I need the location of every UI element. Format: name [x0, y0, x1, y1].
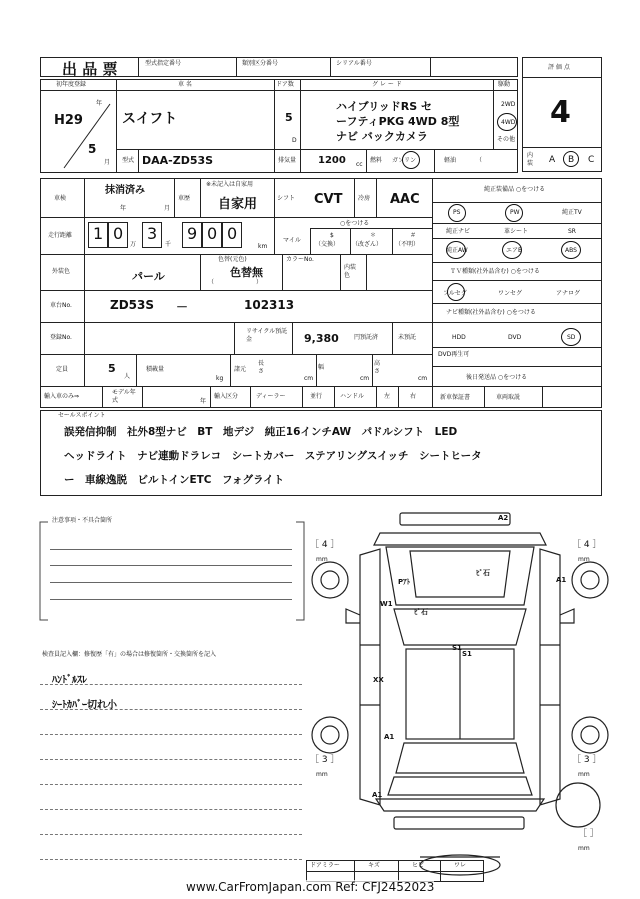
handwritten-2: ｼｰﾄｶﾊﾞｰ切れ小	[52, 700, 117, 711]
grade-label: グ レ ー ド	[372, 81, 402, 88]
load-unit: kg	[216, 375, 224, 382]
recycle-unit: 円預託済	[354, 334, 379, 341]
aftermarket-header: 後日発送品 ○をつける	[466, 374, 528, 381]
doc-warranty: 新車保証書	[440, 394, 471, 401]
displacement-label: 排気量	[278, 157, 297, 164]
tread-fl: ［ 4 ］	[310, 540, 340, 550]
equip-airbag-circle	[502, 241, 522, 259]
notes-label: 注意事項・不具合箇所	[52, 517, 113, 524]
mark-s1-a: S1	[452, 644, 462, 652]
ac-value: AAC	[390, 192, 420, 207]
fuel-diesel: 軽油	[444, 157, 457, 164]
inspection-year-unit: 年	[120, 205, 127, 212]
chassis-dash: －	[176, 300, 189, 314]
interior-label: 内装	[527, 152, 534, 167]
displacement-unit: cc	[356, 161, 363, 168]
equip-sr: SR	[568, 228, 576, 235]
drive-4wd-circle	[497, 113, 517, 131]
capacity-value: 5	[108, 362, 116, 375]
mileage-label: 走行距離	[48, 232, 73, 239]
mileage-digit-3-text: 3	[147, 224, 158, 243]
tread-rl-mm: mm	[316, 771, 328, 778]
import-year-unit: 年	[200, 398, 207, 405]
tv-analog: アナログ	[556, 290, 581, 297]
sales-line-2: ヘッドライト ナビ連動ドラレコ シートカバー ステアリングスイッチ シートヒータ	[64, 450, 482, 462]
chassis-prefix: ZD53S	[110, 298, 155, 312]
header-field-2: 類別区分番号	[242, 60, 279, 67]
capacity-label: 定員	[56, 366, 69, 373]
dims-height: 高さ	[374, 360, 381, 375]
nav-hdd: HDD	[452, 334, 466, 341]
tv-fullseg-circle	[447, 283, 465, 301]
mark-s1-b: S1	[462, 650, 472, 658]
nav-dvd: DVD	[508, 334, 522, 341]
mark-a2: A2	[498, 514, 509, 522]
interior-b: B	[568, 155, 575, 165]
tread-rl: ［ 3 ］	[310, 755, 340, 765]
inspection-value: 抹消済み	[105, 185, 145, 196]
recycle-label: リサイクル預託金	[246, 328, 288, 343]
legend-mirror: ドアミラー	[310, 862, 340, 869]
equip-ps-circle	[448, 204, 466, 222]
model-value: DAA-ZD53S	[142, 154, 214, 167]
equip-abs-circle	[561, 241, 581, 259]
equip-airbag: エアB	[506, 247, 523, 254]
equip-tv: 純正TV	[562, 209, 582, 216]
tread-fr-mm: mm	[578, 556, 590, 563]
first-reg-label: 初年度登録	[56, 81, 87, 88]
mileage-mark-header: ○をつける	[340, 220, 370, 227]
import-right: 右	[410, 393, 417, 400]
sales-points-label: セールスポイント	[58, 412, 106, 419]
usage-label: 車歴	[178, 195, 191, 202]
grade-line-2: ーフティPKG 4WD 8型	[336, 115, 460, 128]
mark-a1-fr: A1	[556, 576, 567, 584]
nav-dvd-playback: DVD再生可	[438, 351, 470, 358]
dims-height-cm: cm	[418, 375, 428, 382]
car-name-label: 車 名	[178, 81, 192, 88]
color-no-label: カラーNo.	[286, 256, 314, 263]
equip-aw-circle	[446, 241, 466, 259]
doors-value: 5	[285, 111, 293, 124]
grade-line-1: ハイブリッドRS セ	[336, 100, 433, 113]
tread-rr: ［ 3 ］	[572, 755, 602, 765]
sales-line-3: ー 車線逸脱 ビルトインETC フォグライト	[64, 474, 285, 486]
interior-c: C	[588, 155, 595, 165]
car-diagram	[310, 505, 610, 895]
nav-header: ナビ種類(社外品含む) ○をつける	[446, 309, 536, 316]
mileage-digit-6-text: 0	[227, 224, 238, 243]
usage-sub: ※未記入は自家用	[206, 181, 254, 188]
import-handle: ハンドル	[340, 393, 365, 400]
legend-scratch: キズ	[368, 862, 380, 869]
mileage-unit-km: km	[258, 243, 268, 250]
equip-pw: PW	[510, 209, 520, 216]
color-value: パール	[132, 270, 165, 283]
mileage-opt-exchange: （交換）	[315, 241, 340, 248]
fuel-circle	[402, 151, 420, 169]
mark-a1-rl: A1	[384, 733, 395, 741]
watermark: www.CarFromJapan.com Ref: CFJ2452023	[186, 880, 435, 894]
load-label: 積載量	[146, 366, 165, 373]
mileage-digit-4-text: 9	[187, 224, 198, 243]
score-label: 評 価 点	[548, 64, 570, 71]
drive-label: 駆動	[498, 81, 511, 88]
score-value: 4	[550, 95, 571, 130]
dims-width: 幅	[318, 364, 325, 371]
drive-other: その他	[497, 136, 516, 143]
doors-label: ドア数	[276, 81, 294, 88]
nav-sd-circle	[561, 328, 581, 346]
legend-crack: ヒビ	[412, 862, 425, 869]
chassis-label: 車台No.	[50, 302, 72, 309]
tread-spare-mm: mm	[578, 845, 590, 852]
tv-oneseg: ワンセグ	[498, 290, 523, 297]
page-title: 出 品 票	[62, 60, 118, 78]
equip-aw: 純正AW	[446, 247, 468, 254]
doors-unit: D	[292, 137, 297, 144]
first-reg-month: 5	[88, 142, 97, 156]
car-name: スイフト	[122, 111, 178, 127]
mileage-digit-2-text: 0	[113, 224, 124, 243]
usage-value: 自家用	[218, 197, 258, 212]
mark-pato: Pｱﾄ	[398, 578, 411, 586]
first-reg-era: H29	[54, 113, 83, 128]
capacity-unit: 人	[124, 373, 131, 380]
chassis-number: 102313	[244, 298, 295, 312]
equipment-header: 純正装備品 ○をつける	[484, 186, 546, 193]
dims-width-cm: cm	[360, 375, 370, 382]
import-dealer: ディーラー	[256, 393, 286, 400]
mileage-opt-tamper-mark: ＊	[370, 232, 377, 239]
import-left: 左	[384, 393, 391, 400]
interior-b-circle	[563, 151, 579, 167]
drive-4wd: 4WD	[501, 119, 516, 126]
recycle-value: 9,380	[304, 332, 339, 345]
inspection-month-unit: 月	[164, 205, 171, 212]
mileage-unit-man: 万	[130, 241, 137, 248]
drive-2wd: 2WD	[501, 101, 516, 108]
mark-chip-glass: ﾋﾟ石	[414, 608, 428, 616]
header-field-3: シリアル番号	[336, 60, 372, 67]
inspection-label: 車検	[54, 195, 67, 202]
equip-pw-circle	[505, 204, 523, 222]
mark-a1-rear: A1	[372, 791, 383, 799]
interior-color-label: 内装色	[344, 264, 357, 279]
first-reg-month-unit: 月	[104, 159, 111, 166]
import-class-label: 輸入区分	[214, 393, 239, 400]
mileage-opt-tamper: （改ざん）	[352, 241, 383, 248]
equip-nav: 純正ナビ	[446, 228, 471, 235]
tread-spare: ［ ］	[578, 829, 599, 839]
equip-ps: PS	[453, 209, 461, 216]
recycle-unpaid: 未預託	[398, 334, 417, 341]
ac-label: 冷房	[358, 195, 371, 202]
repaint-paren: （ ）	[208, 279, 263, 286]
inspector-label: 検査員記入欄：修復歴「有」の場合は修復箇所・交換箇所を記入	[42, 651, 217, 658]
first-reg-year-unit: 年	[96, 100, 103, 107]
notes-bracket	[38, 520, 308, 624]
tread-fr: ［ 4 ］	[572, 540, 602, 550]
tread-rr-mm: mm	[578, 771, 590, 778]
dims-label: 諸元	[234, 366, 247, 373]
mileage-unit-sen: 千	[165, 241, 172, 248]
interior-a: A	[549, 155, 556, 165]
header-field-1: 型式指定番号	[145, 60, 182, 67]
handwritten-1: ﾊﾝﾄﾞﾙｽﾚ	[52, 675, 87, 686]
repaint-value: 色替無	[230, 266, 263, 279]
color-label: 外装色	[52, 268, 71, 275]
repaint-label: 色替(元色)	[218, 256, 247, 263]
tv-fullseg: フルセグ	[443, 290, 467, 297]
legend-break: ワレ	[454, 862, 467, 869]
mark-chip-hood: ﾋﾟ石	[476, 569, 490, 577]
tv-header: ＴＶ種類(社外品含む) ○をつける	[450, 268, 540, 275]
tread-fl-mm: mm	[316, 556, 328, 563]
mile-label: マイル	[283, 237, 301, 244]
registration-label: 登録No.	[50, 334, 72, 341]
shift-value: CVT	[314, 192, 343, 207]
mileage-opt-unknown: （不明）	[395, 241, 420, 248]
fuel-gasoline: ガソリン	[392, 157, 417, 164]
sales-line-1: 誤発信抑制 社外8型ナビ BT 地デジ 純正16インチAW パドルシフト LED	[64, 426, 458, 438]
equip-leather: 革シート	[504, 228, 529, 235]
import-label: 輸入車のみ⇒	[44, 393, 80, 400]
displacement-value: 1200	[318, 155, 346, 166]
doc-manual: 車両取説	[496, 394, 521, 401]
import-model-year: モデル年式	[112, 389, 136, 404]
nav-sd: SD	[567, 334, 576, 341]
fuel-paren: （	[476, 157, 483, 164]
equip-abs: ABS	[565, 247, 577, 254]
mileage-opt-exchange-mark: $	[330, 232, 334, 239]
grade-line-3: ナビ バックカメラ	[336, 130, 428, 143]
dims-length-cm: cm	[304, 375, 314, 382]
mileage-digit-1-text: 1	[93, 224, 104, 243]
fuel-label: 燃料	[370, 157, 383, 164]
mileage-digit-5-text: 0	[207, 224, 218, 243]
dims-length: 長さ	[258, 360, 265, 375]
model-label: 型式	[122, 157, 135, 164]
mileage-opt-unknown-mark: ＃	[410, 232, 417, 239]
import-parallel: 並行	[310, 393, 323, 400]
shift-label: シフト	[277, 195, 296, 202]
mark-xx: XX	[373, 676, 384, 684]
mark-w1: W1	[380, 600, 393, 608]
